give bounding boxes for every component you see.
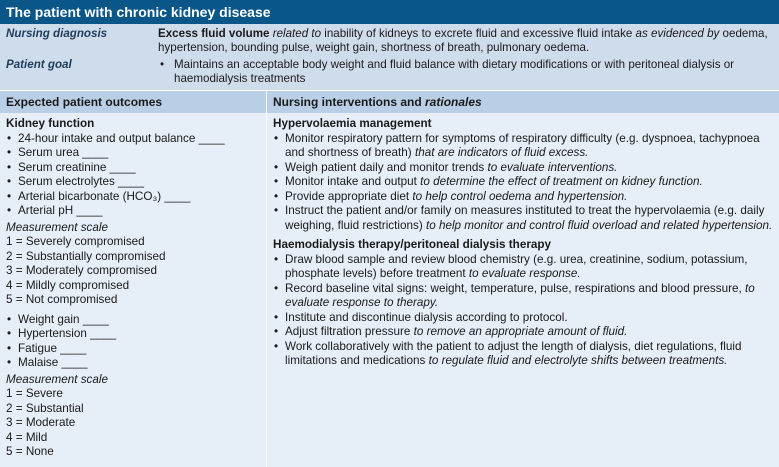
list-item bbox=[273, 190, 773, 205]
interventions-header-italic: rationales bbox=[425, 95, 482, 109]
diagnosis-text1: inability of kidneys to excrete fluid and excessive fluid intake bbox=[321, 27, 633, 40]
list-item: • Arterial bicarbonate (HCO₃) ____ bbox=[6, 190, 260, 205]
intervention-text: Monitor intake and output bbox=[285, 175, 421, 188]
diagnosis-bold: Excess fluid volume bbox=[158, 27, 270, 40]
list-item bbox=[273, 132, 773, 161]
intervention-text: Monitor respiratory pattern for symptoms of respiratory difficulty (e.g. dyspnoea, tachypnoea and shortness of breath) bbox=[285, 131, 760, 159]
list-item bbox=[273, 325, 773, 340]
diagnosis-text2: oedema, hypertension, bounding pulse, weight gain, shortness of breath, pulmonary oedema. bbox=[158, 27, 768, 54]
list-item: • Arterial pH ____ bbox=[6, 204, 260, 219]
list-item: 3 = Moderate bbox=[6, 416, 76, 429]
rationale-text: to help monitor and control fluid overload and related hypertension. bbox=[425, 218, 773, 232]
list-item: 2 = Substantial bbox=[6, 401, 84, 415]
rationale-text: to regulate fluid and electrolyte shifts between treatments. bbox=[428, 354, 728, 367]
outcomes-column bbox=[0, 113, 267, 467]
list-item: 2 = Substantially compromised bbox=[6, 249, 166, 263]
list-item bbox=[273, 340, 773, 369]
diagnosis-evidenced: as evidenced by bbox=[632, 27, 720, 40]
measurement-scale-list bbox=[6, 235, 260, 308]
diagnosis-related: related to bbox=[269, 27, 322, 40]
interventions-header-main: Nursing interventions and bbox=[273, 95, 426, 109]
list-item: • 24-hour intake and output balance ____ bbox=[6, 132, 260, 147]
list-item: • Serum creatinine ____ bbox=[6, 161, 260, 176]
kidney-function-list bbox=[6, 132, 260, 219]
rationale-text: to remove an appropriate amount of fluid. bbox=[413, 325, 628, 338]
rationale-text: to evaluate response. bbox=[468, 267, 581, 280]
rationale-text: to help control oedema and hypertension. bbox=[412, 189, 628, 203]
nursing-diagnosis-label: Nursing diagnosis bbox=[6, 27, 108, 40]
list-item: 4 = Mildly compromised bbox=[6, 278, 130, 292]
list-item: • Malaise ____ bbox=[6, 356, 260, 371]
intervention-text: Draw blood sample and review blood chemistry (e.g. urea, creatinine, sodium, potassium, phosphate levels) before treatment bbox=[285, 252, 748, 280]
patient-goal-row bbox=[6, 58, 773, 86]
hypervolaemia-list bbox=[273, 132, 773, 234]
table-title: The patient with chronic kidney disease bbox=[0, 0, 779, 24]
intervention-text: Weigh patient daily and monitor trends bbox=[285, 160, 488, 174]
list-item: 3 = Moderately compromised bbox=[6, 264, 158, 277]
rationale-text: to evaluate interventions. bbox=[487, 160, 618, 174]
outcomes-header: Expected patient outcomes bbox=[0, 91, 267, 113]
measurement-scale-title: Measurement scale bbox=[6, 220, 108, 234]
rationale-text: to evaluate response to therapy. bbox=[285, 281, 755, 309]
list-item: 1 = Severe bbox=[6, 387, 63, 400]
symptom-list bbox=[6, 313, 260, 371]
rationale-text: that are indicators of fluid excess. bbox=[414, 146, 589, 159]
intervention-text: Record baseline vital signs: weight, temperature, pulse, respirations and blood pressure, bbox=[285, 281, 745, 295]
rationale-text: to determine the effect of treatment on kidney function. bbox=[420, 175, 703, 188]
interventions-header bbox=[267, 91, 779, 113]
list-item: 5 = Not compromised bbox=[6, 293, 118, 306]
bullet-icon: • bbox=[160, 58, 165, 71]
intervention-text: Work collaboratively with the patient to adjust the length of dialysis, diet regulations, fluid limitations and medications bbox=[285, 339, 742, 367]
list-item bbox=[273, 311, 773, 326]
list-item: 1 = Severely compromised bbox=[6, 235, 145, 248]
measurement-scale-title: Measurement scale bbox=[6, 372, 108, 386]
diagnosis-goal-block bbox=[0, 24, 779, 91]
list-item bbox=[273, 175, 773, 190]
nursing-diagnosis-text bbox=[158, 27, 773, 55]
dialysis-title: Haemodialysis therapy/peritoneal dialysis therapy bbox=[273, 238, 552, 251]
patient-goal-text-wrap bbox=[158, 58, 773, 86]
kidney-function-title: Kidney function bbox=[6, 117, 95, 130]
measurement-scale-list bbox=[6, 387, 260, 460]
list-item: 5 = None bbox=[6, 445, 54, 458]
list-item bbox=[273, 282, 773, 311]
nursing-diagnosis-row bbox=[6, 27, 773, 55]
list-item: • Serum urea ____ bbox=[6, 146, 260, 161]
intervention-text: Institute and discontinue dialysis according to protocol. bbox=[285, 310, 568, 324]
list-item bbox=[273, 253, 773, 282]
hypervolaemia-title: Hypervolaemia management bbox=[273, 117, 432, 130]
intervention-text: Instruct the patient and/or family on measures instituted to treat the hypervolaemia (e.g. daily weighing, fluid restrictions) bbox=[285, 204, 765, 232]
list-item: 4 = Mild bbox=[6, 430, 48, 444]
column-headers bbox=[0, 91, 779, 113]
list-item: • Hypertension ____ bbox=[6, 327, 260, 342]
list-item bbox=[273, 204, 773, 233]
dialysis-list bbox=[273, 253, 773, 369]
list-item: • Serum electrolytes ____ bbox=[6, 175, 260, 190]
patient-goal-label: Patient goal bbox=[6, 58, 72, 71]
patient-goal-text: Maintains an acceptable body weight and fluid balance with dietary modifications or with peritoneal dialysis or haemodialysis treatments bbox=[174, 58, 735, 85]
list-item: • Weight gain ____ bbox=[6, 313, 260, 328]
interventions-column bbox=[267, 113, 779, 467]
intervention-text: Adjust filtration pressure bbox=[285, 325, 414, 338]
list-item: • Fatigue ____ bbox=[6, 342, 260, 357]
intervention-text: Provide appropriate diet bbox=[285, 189, 413, 203]
list-item bbox=[273, 161, 773, 176]
table-body bbox=[0, 113, 779, 467]
